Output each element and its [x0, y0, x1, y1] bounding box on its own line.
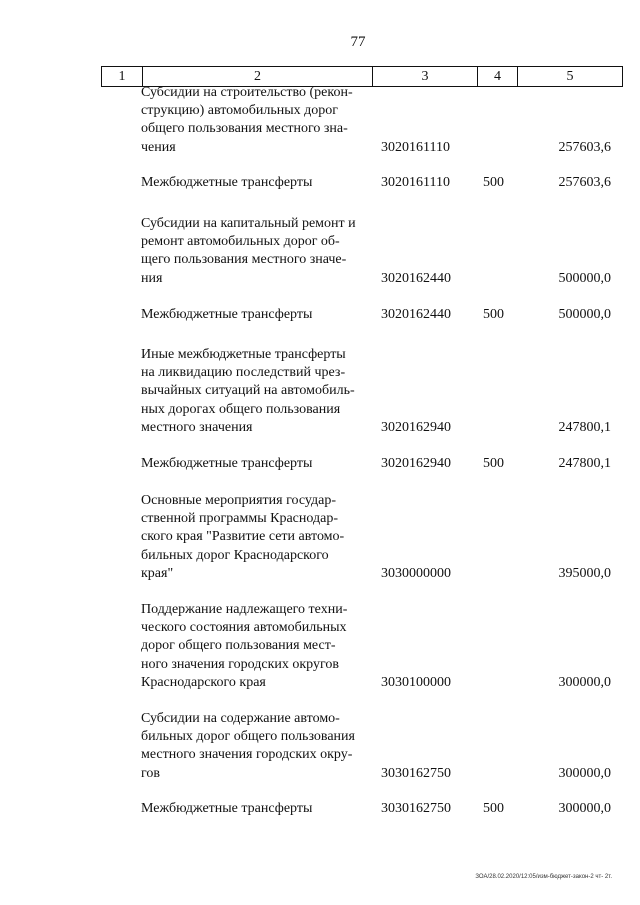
- row-amount: 300000,0: [558, 800, 611, 816]
- row-amount: 257603,6: [558, 139, 611, 155]
- row-description: Межбюджетные трансферты: [141, 307, 313, 322]
- row-description: Межбюджетные трансферты: [141, 456, 313, 471]
- row-description: Субсидии на содержание автомо- бильных дорог общего пользования местного значения городских окру- гов: [141, 711, 355, 781]
- row-amount: 395000,0: [558, 565, 611, 581]
- row-amount: 500000,0: [558, 270, 611, 286]
- table-row: [0, 455, 640, 473]
- column-header-5: 5: [518, 67, 623, 87]
- row-description: Субсидии на строительство (рекон- струкцию) автомобильных дорог общего пользования местного зна- чения: [141, 85, 353, 155]
- table-row: [0, 174, 640, 192]
- row-code: 3020162940: [381, 419, 451, 435]
- table-row: [0, 346, 640, 437]
- row-code: 3020161110: [381, 174, 450, 190]
- row-amount: 257603,6: [558, 174, 611, 190]
- footer-file-note: ЗОА/28.02.2020/12:05/изм-бюджет-закон-2 чт- 2т.: [475, 874, 612, 880]
- row-type: 500: [483, 800, 504, 816]
- row-amount: 300000,0: [558, 765, 611, 781]
- row-code: 3020162440: [381, 306, 451, 322]
- row-amount: 500000,0: [558, 306, 611, 322]
- column-header-3: 3: [373, 67, 478, 87]
- table-row: [0, 492, 640, 583]
- row-amount: 300000,0: [558, 674, 611, 690]
- row-description: Субсидии на капитальный ремонт и ремонт автомобильных дорог об- щего пользования местного значе- ния: [141, 216, 356, 286]
- row-description: Основные мероприятия государ- ственной программы Краснодар- ского края "Развитие сети автомо- бильных дорог Краснодарского края": [141, 493, 345, 581]
- row-amount: 247800,1: [558, 419, 611, 435]
- table-row: [0, 215, 640, 288]
- row-code: 3020162440: [381, 270, 451, 286]
- column-header-4: 4: [478, 67, 518, 87]
- row-amount: 247800,1: [558, 455, 611, 471]
- table-row: [0, 84, 640, 157]
- table-row: [0, 601, 640, 692]
- table-row: [0, 306, 640, 324]
- row-type: 500: [483, 306, 504, 322]
- row-code: 3030162750: [381, 800, 451, 816]
- row-code: 3030000000: [381, 565, 451, 581]
- row-code: 3030162750: [381, 765, 451, 781]
- row-description: Межбюджетные трансферты: [141, 175, 313, 190]
- page-number: 77: [350, 34, 366, 50]
- column-header-2: 2: [143, 67, 373, 87]
- row-description: Межбюджетные трансферты: [141, 801, 313, 816]
- row-description: Иные межбюджетные трансферты на ликвидацию последствий чрез- вычайных ситуаций на автомобиль- ных дорогах общего пользования местного значения: [141, 347, 355, 435]
- row-code: 3030100000: [381, 674, 451, 690]
- column-header-1: 1: [102, 67, 143, 87]
- row-description: Поддержание надлежащего техни- ческого состояния автомобильных дорог общего пользования мест- ного значения городских округов Краснодарского края: [141, 602, 348, 690]
- row-code: 3020161110: [381, 139, 450, 155]
- row-type: 500: [483, 174, 504, 190]
- table-row: [0, 800, 640, 818]
- row-type: 500: [483, 455, 504, 471]
- row-code: 3020162940: [381, 455, 451, 471]
- table-row: [0, 710, 640, 783]
